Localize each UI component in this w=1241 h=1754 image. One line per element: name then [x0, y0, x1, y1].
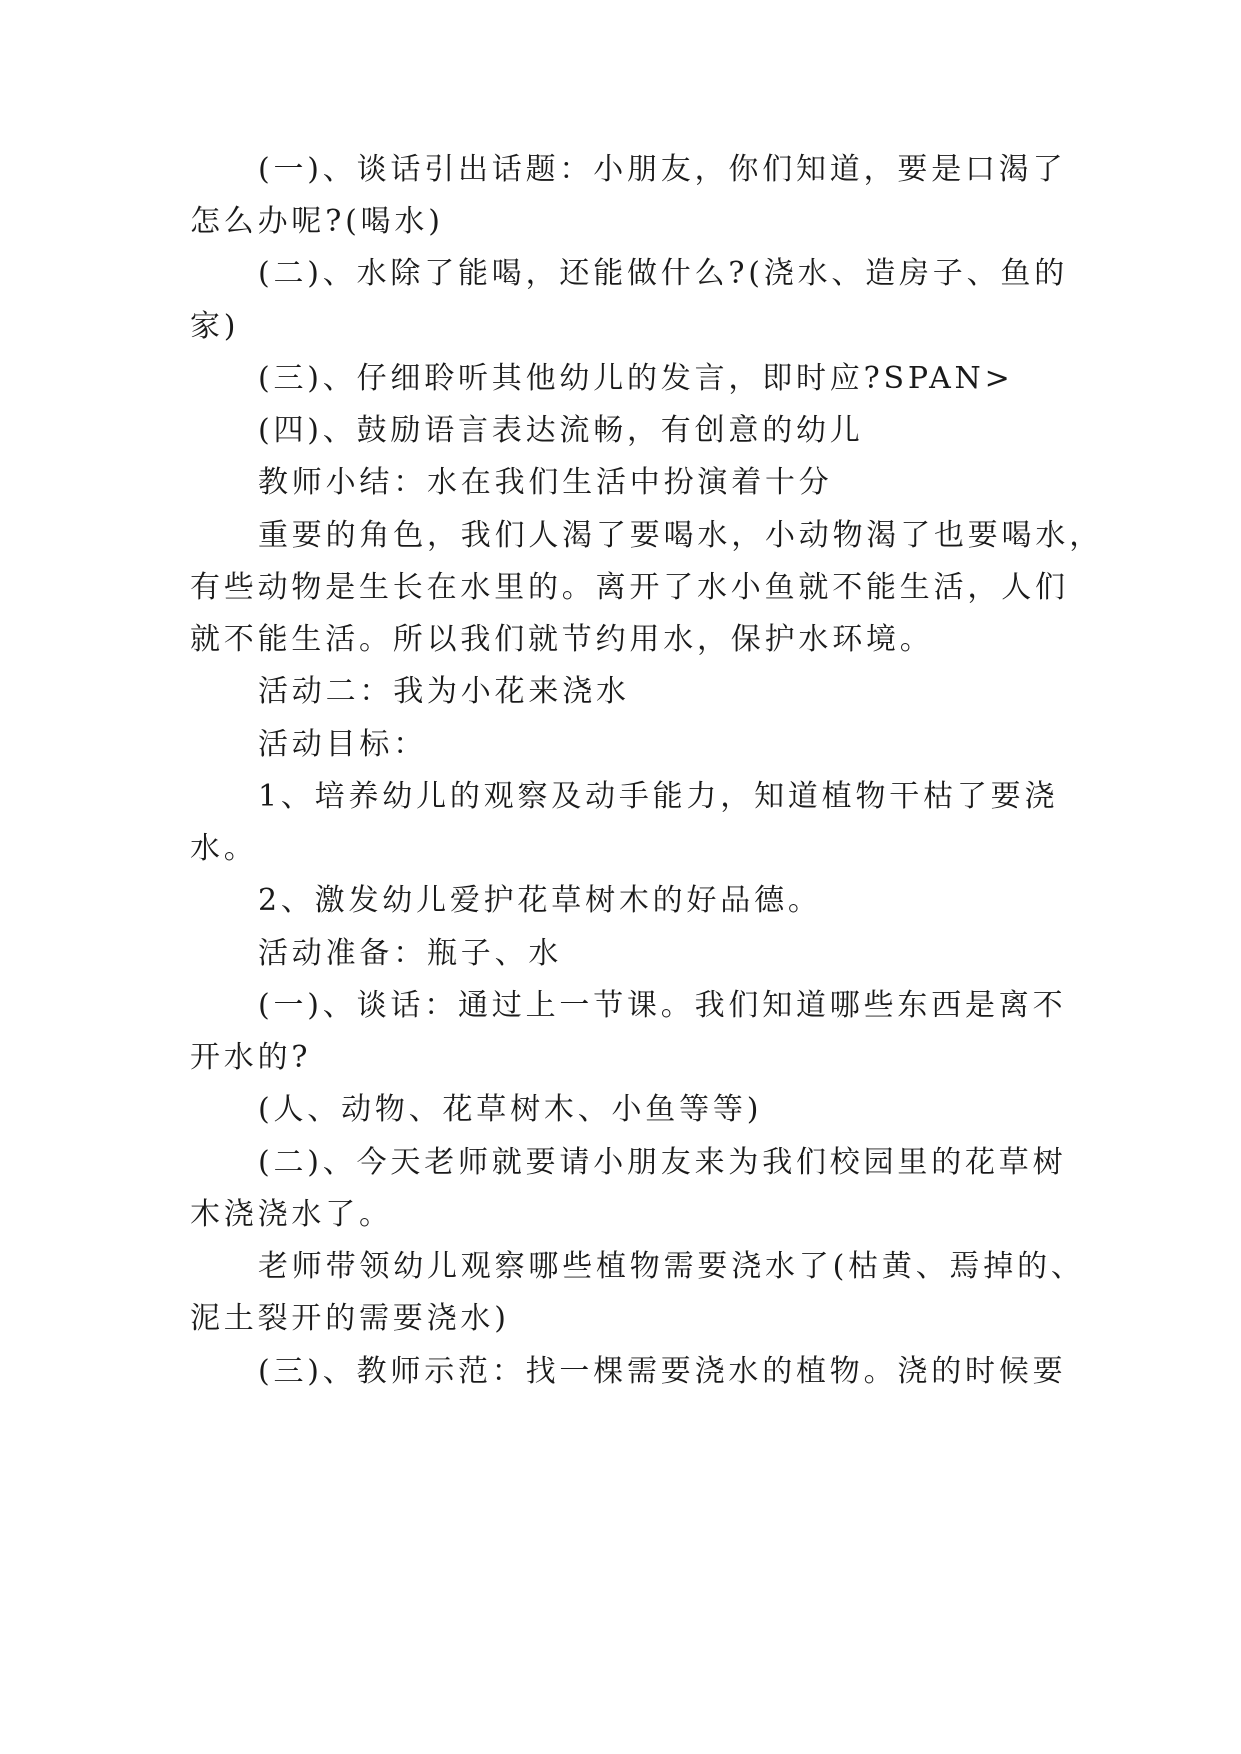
- text-line: (三)、仔细聆听其他幼儿的发言，即时应?SPAN>: [258, 361, 1014, 396]
- text-line: 活动二：我为小花来浇水: [258, 674, 630, 709]
- text-line: 有些动物是生长在水里的。离开了水小鱼就不能生活，人们: [190, 570, 1069, 605]
- text-line: (人、动物、花草树木、小鱼等等): [258, 1092, 763, 1127]
- text-line: 2、激发幼儿爱护花草树木的好品德。: [258, 883, 822, 918]
- text-line: 泥土裂开的需要浇水): [190, 1301, 510, 1336]
- text-line: (二)、水除了能喝，还能做什么?(浇水、造房子、鱼的: [258, 256, 1068, 291]
- text-line: 家): [190, 309, 240, 344]
- text-line: (一)、谈话引出话题：小朋友，你们知道，要是口渴了: [258, 152, 1067, 187]
- text-line: 水。: [190, 831, 258, 866]
- text-line: 活动准备：瓶子、水: [258, 936, 563, 971]
- text-line: 就不能生活。所以我们就节约用水，保护水环境。: [190, 622, 934, 657]
- text-line: 木浇浇水了。: [190, 1197, 393, 1232]
- text-line: 重要的角色，我们人渴了要喝水，小动物渴了也要喝水，: [258, 518, 1103, 553]
- text-line: 活动目标：: [258, 727, 427, 762]
- text-line: 教师小结：水在我们生活中扮演着十分: [258, 465, 833, 500]
- text-line: 1、培养幼儿的观察及动手能力，知道植物干枯了要浇: [258, 779, 1059, 814]
- text-line: 怎么办呢?(喝水): [190, 204, 444, 239]
- text-line: 开水的?: [190, 1040, 312, 1075]
- text-line: 老师带领幼儿观察哪些植物需要浇水了(枯黄、焉掉的、: [258, 1249, 1085, 1284]
- text-line: (二)、今天老师就要请小朋友来为我们校园里的花草树: [258, 1145, 1067, 1180]
- text-line: (一)、谈话：通过上一节课。我们知道哪些东西是离不: [258, 988, 1067, 1023]
- text-line: (三)、教师示范：找一棵需要浇水的植物。浇的时候要: [258, 1354, 1067, 1389]
- text-line: (四)、鼓励语言表达流畅，有创意的幼儿: [258, 413, 864, 448]
